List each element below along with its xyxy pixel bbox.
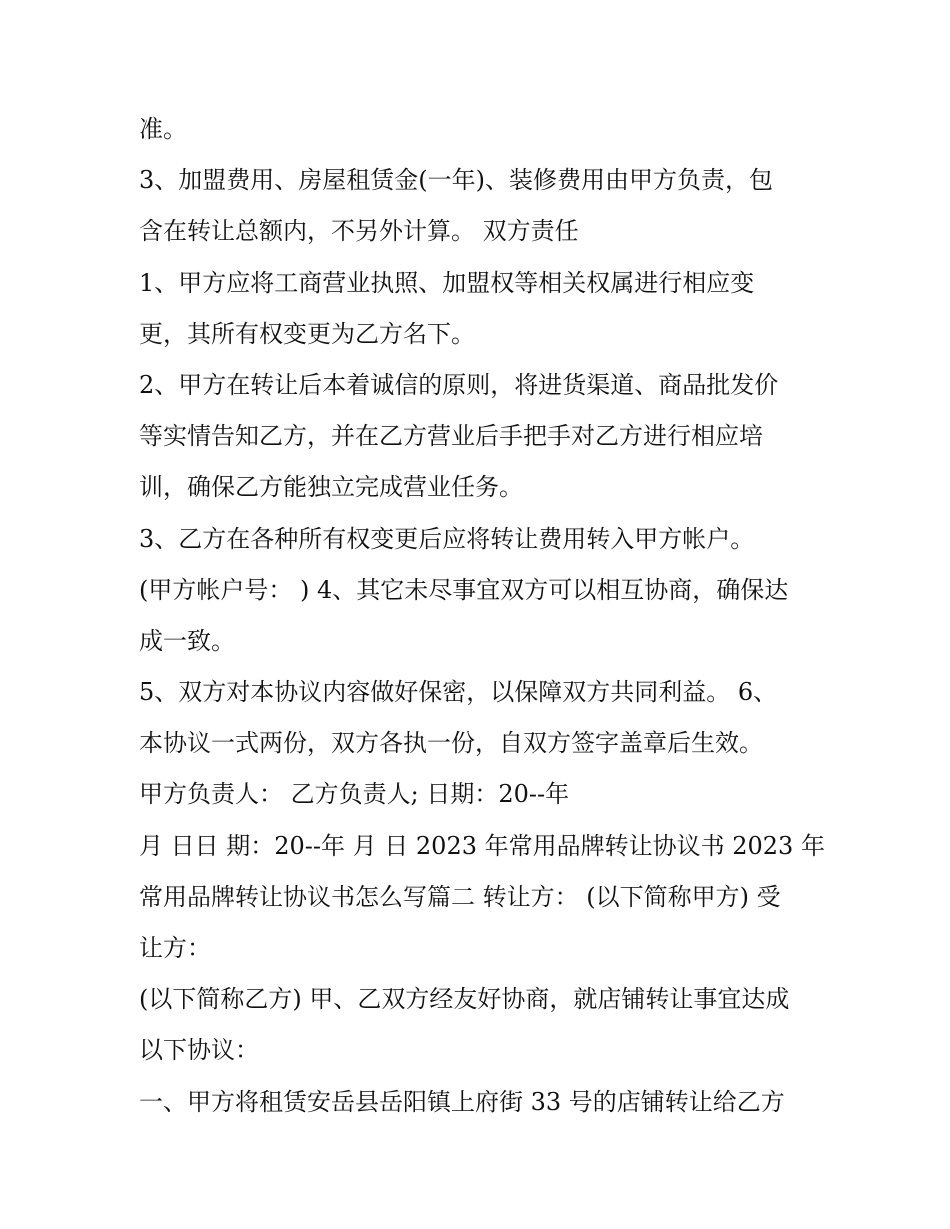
text-line: 一、甲方将租赁安岳县岳阳镇上府街 33 号的店铺转让给乙方 [139, 1087, 785, 1116]
text-line: 2、甲方在转让后本着诚信的原则，将进货渠道、商品批发价 [139, 370, 779, 399]
text-line: 常用品牌转让协议书怎么写篇二 转让方： (以下简称甲方) 受 [139, 882, 781, 911]
text-line: 更，其所有权变更为乙方名下。 [139, 319, 475, 348]
text-line: 以下协议： [139, 1036, 259, 1065]
document-body [139, 104, 829, 1128]
text-line: 含在转让总额内，不另外计算。 双方责任 [139, 217, 579, 246]
text-line: 等实情告知乙方，并在乙方营业后手把手对乙方进行相应培 [139, 422, 763, 451]
text-line: 5、双方对本协议内容做好保密，以保障双方共同利益。 6、 [139, 678, 778, 707]
text-line: 甲方负责人： 乙方负责人; 日期：20--年 [139, 780, 570, 809]
text-line: 成一致。 [139, 626, 235, 655]
text-line: (甲方帐户号： ) 4、其它未尽事宜双方可以相互协商，确保达 [139, 575, 789, 604]
text-line: 1、甲方应将工商营业执照、加盟权等相关权属进行相应变 [139, 268, 755, 297]
text-line: 本协议一式两份，双方各执一份，自双方签字盖章后生效。 [139, 729, 763, 758]
text-line: 准。 [139, 115, 187, 143]
text-line: 3、加盟费用、房屋租赁金(一年)、装修费用由甲方负责，包 [139, 166, 773, 195]
text-line: 训，确保乙方能独立完成营业任务。 [139, 473, 523, 502]
text-line: (以下简称乙方) 甲、乙双方经友好协商，就店铺转让事宜达成 [139, 985, 790, 1014]
text-line: 月 日日 期：20--年 月 日 2023 年常用品牌转让协议书 2023 年 [139, 831, 825, 860]
text-line: 3、乙方在各种所有权变更后应将转让费用转入甲方帐户。 [139, 524, 755, 553]
text-line: 让方： [139, 934, 211, 962]
